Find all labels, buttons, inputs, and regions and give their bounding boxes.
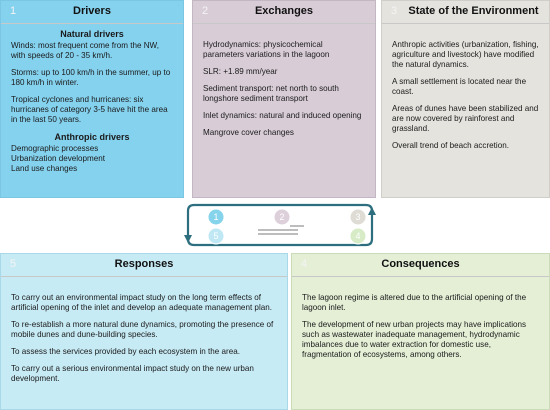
drivers-header <box>1 1 183 24</box>
state-panel <box>381 0 550 198</box>
responses-header <box>1 254 287 277</box>
state-header <box>382 1 549 24</box>
cycle-node-3 <box>350 209 366 225</box>
panel-number: 3 <box>391 5 398 17</box>
panel-number: 1 <box>10 5 17 17</box>
exchange-item: Mangrove cover changes <box>203 128 294 137</box>
response-item: To assess the services provided by each ecosystem in the area. <box>11 347 240 356</box>
cycle-node-5 <box>208 228 224 244</box>
state-item: A small settlement is located near the coast. <box>392 77 527 96</box>
exchanges-header <box>193 1 375 24</box>
driver-item: Winds: most frequent come from the NW, with speeds of 20 - 35 km/h. <box>11 41 159 60</box>
anthropic-drivers-heading: Anthropic drivers <box>54 132 130 142</box>
cycle-node-4 <box>350 228 366 244</box>
panel-title: Exchanges <box>254 5 314 17</box>
consequences-panel <box>291 253 550 410</box>
response-item: To carry out an environmental impact study on the long term effects of artificial opening of the inlet and develop an adequate management plan. <box>11 293 272 312</box>
node-label: 2 <box>279 212 285 223</box>
exchange-item: Hydrodynamics: physicochemical parameters variations in the lagoon <box>203 40 330 59</box>
node-label: 5 <box>213 231 219 242</box>
exchanges-panel <box>192 0 376 198</box>
consequences-header <box>292 254 549 277</box>
panel-number: 4 <box>301 258 308 270</box>
lagoon-icon <box>258 225 304 235</box>
driver-item: Storms: up to 100 km/h in the summer, up to 180 km/h in winter. <box>11 68 171 87</box>
arrowhead-icon <box>184 235 192 243</box>
exchange-item: Inlet dynamics: natural and induced opening <box>203 111 362 120</box>
cycle-node-1 <box>208 209 224 225</box>
node-label: 3 <box>355 212 361 223</box>
node-label: 4 <box>355 231 361 242</box>
state-item: Areas of dunes have been stabilized and are now covered by rainforest and grassland. <box>392 104 539 133</box>
panel-title: Drivers <box>73 5 111 17</box>
state-item: Anthropic activities (urbanization, fishing, agriculture and livestock) have modified the natural dynamics. <box>392 40 539 69</box>
response-item: To re-establish a more natural dune dynamics, promoting the presence of mobile dunes and dune-building species. <box>11 320 274 339</box>
panel-title: Consequences <box>381 258 460 270</box>
panel-number: 2 <box>202 5 209 17</box>
cycle-diagram <box>180 199 380 251</box>
exchange-item: SLR: +1.89 mm/year <box>203 67 278 76</box>
drivers-panel <box>0 0 184 198</box>
responses-panel <box>0 253 288 410</box>
driver-item: Demographic processes <box>11 144 99 153</box>
cycle-node-2 <box>274 209 290 225</box>
node-label: 1 <box>213 212 219 223</box>
consequence-item: The lagoon regime is altered due to the artificial opening of the lagoon inlet. <box>302 293 527 312</box>
panel-number: 5 <box>10 258 17 270</box>
consequence-item: The development of new urban projects may have implications such as wastewater inadequate management, hydrodynamic imbalances due to water extraction for domestic use, fragmentation of ecosystems, among others. <box>302 320 527 359</box>
natural-drivers-heading: Natural drivers <box>60 29 124 39</box>
driver-item: Land use changes <box>11 164 78 173</box>
driver-item: Tropical cyclones and hurricanes: six hurricanes of category 3-5 have hit the area in the last 50 years. <box>11 95 168 124</box>
exchange-item: Sediment transport: net north to south longshore sediment transport <box>203 84 339 103</box>
state-item: Overall trend of beach accretion. <box>392 141 509 150</box>
panel-title: Responses <box>114 258 174 270</box>
response-item: To carry out a serious environmental impact study on the new urban development. <box>11 364 254 383</box>
panel-title: State of the Environment <box>408 5 539 17</box>
arrowhead-icon <box>368 207 376 215</box>
driver-item: Urbanization development <box>11 154 106 163</box>
